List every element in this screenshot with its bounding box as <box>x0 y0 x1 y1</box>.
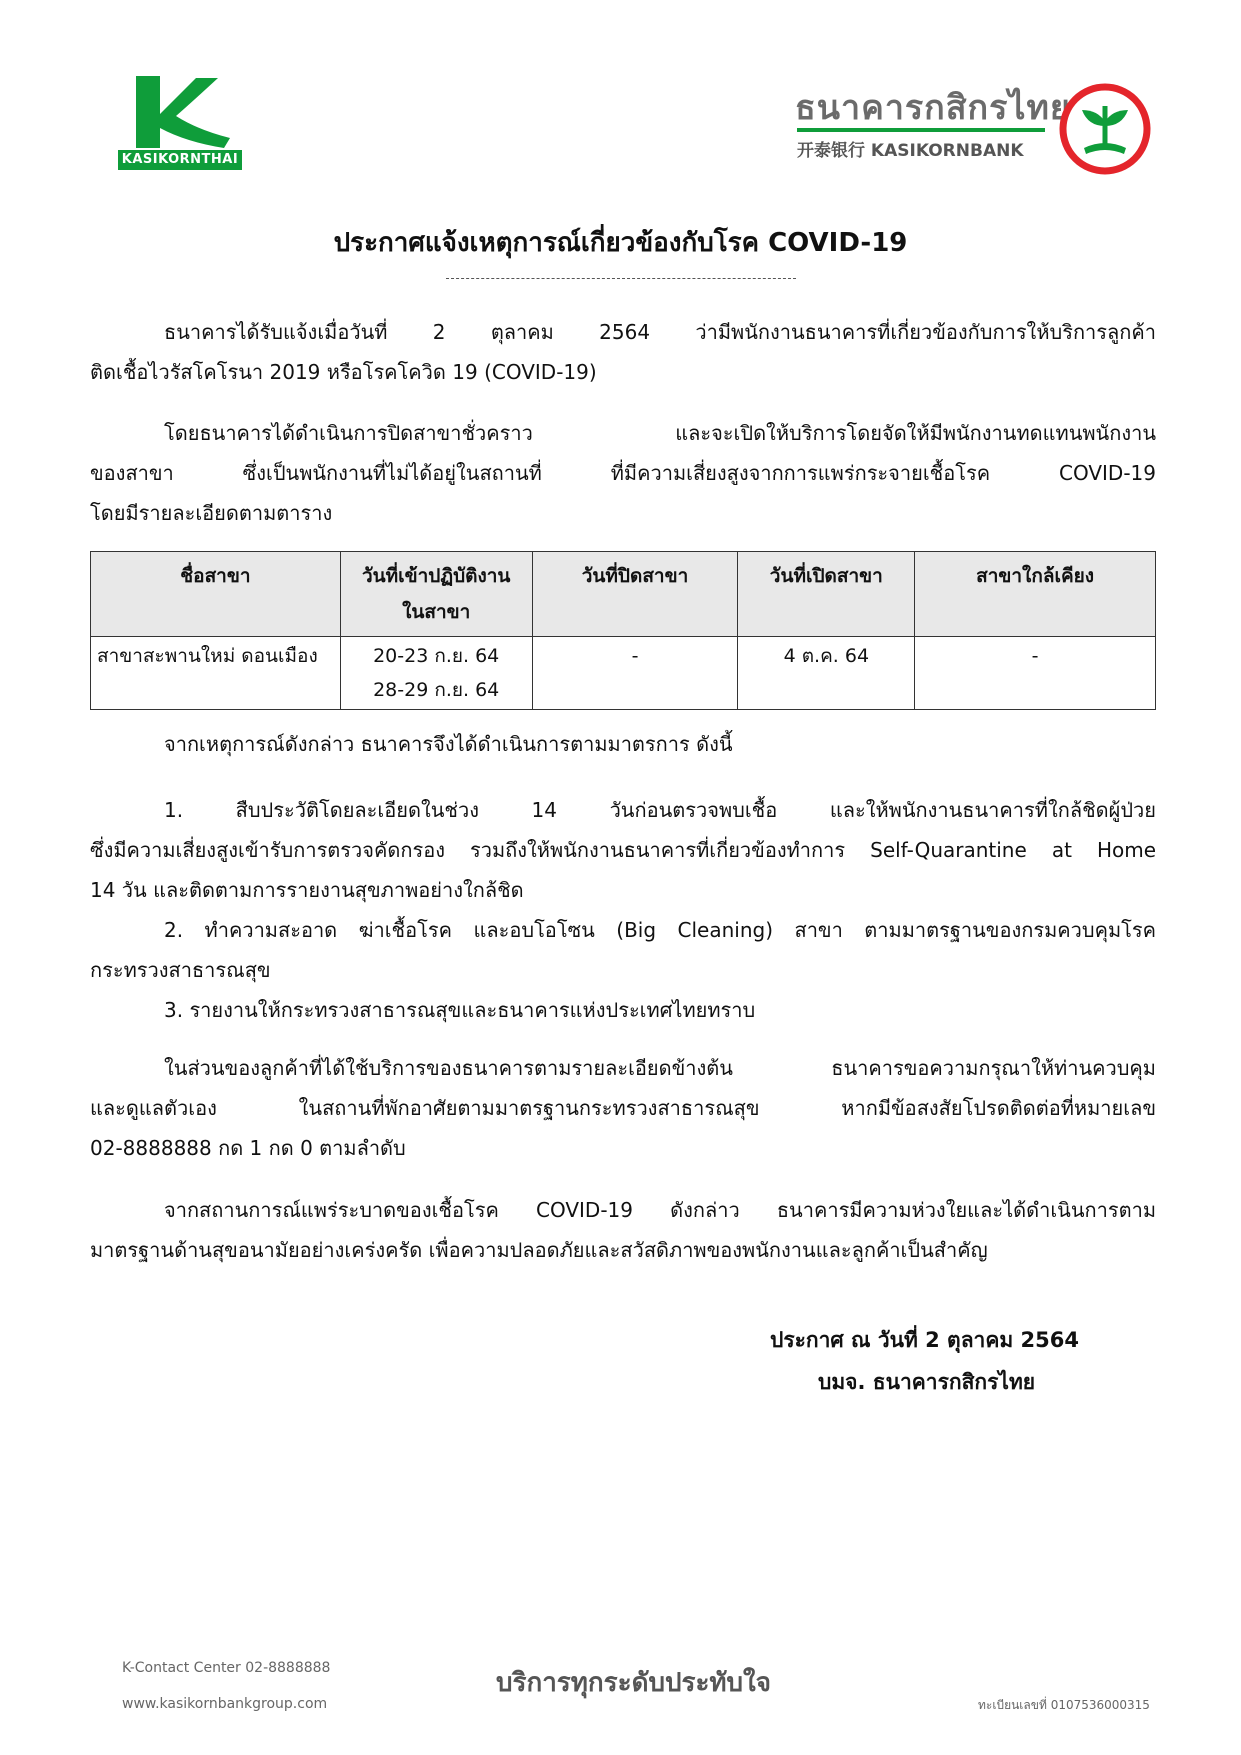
cell-closed-date: - <box>532 637 738 710</box>
rice-plant-seal-icon <box>1058 82 1152 176</box>
header-work-dates-line2: ในสาขา <box>402 601 471 623</box>
intro-paragraph <box>90 312 1156 392</box>
kasikornbank-logo <box>795 80 1155 170</box>
measure-item-1-line: 14 วัน และติดตามการรายงานสุขภาพอย่างใกล้ชิด <box>90 878 524 902</box>
measure-item-2-line: 2. ทำความสะอาด ฆ่าเชื้อโรค และอบโอโซน (Big Cleaning) สาขา ตามมาตรฐานของกรมควบคุมโรค <box>164 918 1156 942</box>
cell-branch-name: สาขาสะพานใหม่ ดอนเมือง <box>91 637 341 710</box>
measures-intro-line: จากเหตุการณ์ดังกล่าว ธนาคารจึงได้ดำเนินการตามมาตรการ ดังนี้ <box>164 732 733 756</box>
footer-website: www.kasikornbankgroup.com <box>122 1696 328 1712</box>
measure-item-3-line: 3. รายงานให้กระทรวงสาธารณสุขและธนาคารแห่งประเทศไทยทราบ <box>164 998 756 1022</box>
header-work-dates <box>340 552 532 637</box>
cell-work-dates <box>340 637 532 710</box>
title-divider <box>446 278 796 279</box>
footer-registration: ทะเบียนเลขที่ 0107536000315 <box>978 1698 1150 1712</box>
header-work-dates-line1: วันที่เข้าปฏิบัติงาน <box>361 565 511 587</box>
closure-line: ของสาขา ซึ่งเป็นพนักงานที่ไม่ได้อยู่ในสถานที่ ที่มีความเสี่ยงสูงจากการแพร่กระจายเชื้อโรค COVID-19 <box>90 461 1156 485</box>
document-title: ประกาศแจ้งเหตุการณ์เกี่ยวข้องกับโรค COVID-19 <box>333 228 908 258</box>
kasikornthai-logo <box>118 72 248 172</box>
measure-item-1-line: 1. สืบประวัติโดยละเอียดในช่วง 14 วันก่อนตรวจพบเชื้อ และให้พนักงานธนาคารที่ใกล้ชิดผู้ป่วย <box>164 798 1156 822</box>
cell-work-date-2: 28-29 ก.ย. 64 <box>373 679 500 701</box>
k-leaf-icon <box>126 72 238 150</box>
intro-line: ธนาคารได้รับแจ้งเมื่อวันที่ 2 ตุลาคม 2564 ว่ามีพนักงานธนาคารที่เกี่ยวข้องกับการให้บริการลูกค้า <box>164 320 1156 344</box>
cell-work-date-1: 20-23 ก.ย. 64 <box>373 645 500 667</box>
cell-opened-date: 4 ต.ค. 64 <box>738 637 915 710</box>
footer-contact: K-Contact Center 02-8888888 <box>122 1660 331 1676</box>
kasikornthai-label: KASIKORNTHAI <box>118 150 242 170</box>
closing-paragraph <box>90 1190 1156 1270</box>
customer-line: 02-8888888 กด 1 กด 0 ตามลำดับ <box>90 1136 406 1160</box>
branch-table <box>90 551 1156 710</box>
bank-english-name: 开泰银行 KASIKORNBANK <box>797 141 1024 161</box>
table-row <box>91 637 1156 710</box>
measures-intro <box>90 724 1156 764</box>
table-header-row <box>91 552 1156 637</box>
announcement-date: ประกาศ ณ วันที่ 2 ตุลาคม 2564 <box>770 1328 1080 1352</box>
customer-paragraph <box>90 1048 1156 1168</box>
footer-slogan: บริการทุกระดับประทับใจ <box>496 1668 771 1698</box>
closing-line: มาตรฐานด้านสุขอนามัยอย่างเคร่งครัด เพื่อความปลอดภัยและสวัสดิภาพของพนักงานและลูกค้าเป็นสำคัญ <box>90 1238 988 1262</box>
closing-line: จากสถานการณ์แพร่ระบาดของเชื้อโรค COVID-19 ดังกล่าว ธนาคารมีความห่วงใยและได้ดำเนินการตาม <box>164 1198 1156 1222</box>
header-opened-date: วันที่เปิดสาขา <box>738 552 915 637</box>
issuer-name: บมจ. ธนาคารกสิกรไทย <box>818 1370 1036 1394</box>
customer-line: ในส่วนของลูกค้าที่ได้ใช้บริการของธนาคารตามรายละเอียดข้างต้น ธนาคารขอความกรุณาให้ท่านควบคุม <box>164 1056 1156 1080</box>
closure-paragraph <box>90 413 1156 533</box>
cell-nearby-branch: - <box>915 637 1156 710</box>
measures-list <box>90 790 1156 1030</box>
header-branch-name: ชื่อสาขา <box>91 552 341 637</box>
bank-thai-name: ธนาคารกสิกรไทย <box>795 88 1071 128</box>
logo-underline <box>797 128 1045 132</box>
closure-line: โดยธนาคารได้ดำเนินการปิดสาขาชั่วคราว และจะเปิดให้บริการโดยจัดให้มีพนักงานทดแทนพนักงาน <box>164 421 1156 445</box>
measure-item-2-line: กระทรวงสาธารณสุข <box>90 958 271 982</box>
closure-line: โดยมีรายละเอียดตามตาราง <box>90 501 333 525</box>
header-closed-date: วันที่ปิดสาขา <box>532 552 738 637</box>
measure-item-1-line: ซึ่งมีความเสี่ยงสูงเข้ารับการตรวจคัดกรอง รวมถึงให้พนักงานธนาคารที่เกี่ยวข้องทำการ Self-Quarantine at Home <box>90 838 1156 862</box>
customer-line: และดูแลตัวเอง ในสถานที่พักอาศัยตามมาตรฐานกระทรวงสาธารณสุข หากมีข้อสงสัยโปรดติดต่อที่หมายเลข <box>90 1096 1156 1120</box>
header-nearby-branch: สาขาใกล้เคียง <box>915 552 1156 637</box>
intro-line: ติดเชื้อไวรัสโคโรนา 2019 หรือโรคโควิด 19 (COVID-19) <box>90 360 597 384</box>
